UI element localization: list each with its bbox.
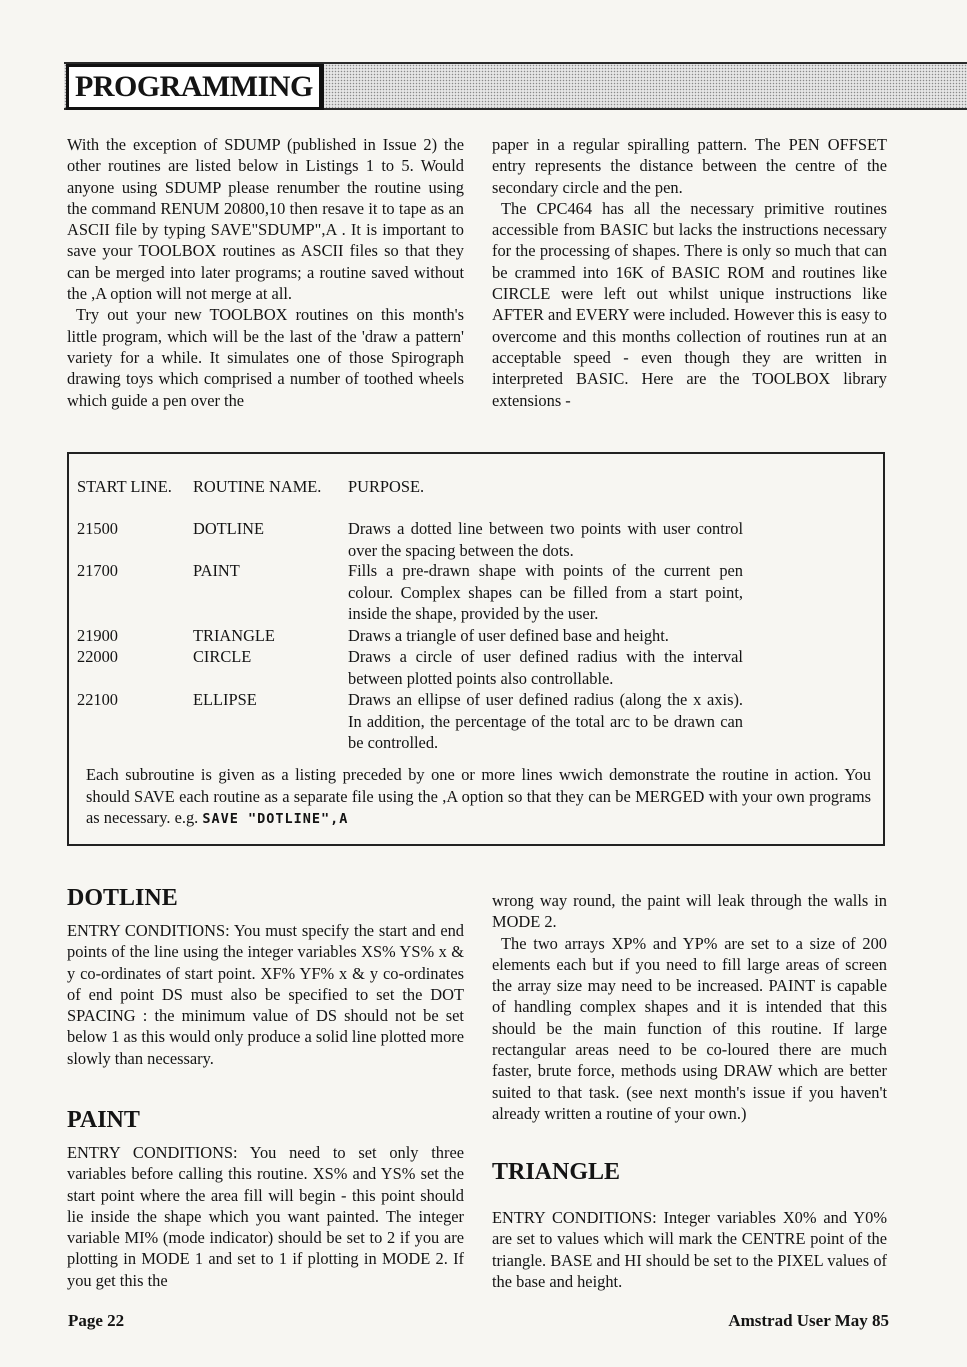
paint-heading: PAINT [67, 1107, 140, 1133]
table-cell-name: TRIANGLE [193, 626, 275, 645]
table-note-text: Each subroutine is given as a listing preceded by one or more lines wwich demonstrate the routine in action. You should SAVE each routine as a separate file using the ,A option so that they can be MERGED with your own programs as necessary. e.g. [86, 765, 871, 827]
dotline-body: ENTRY CONDITIONS: You must specify the start and end points of the line using the integer variables XS% YS% x & y co-ordinates of start point. XF% YF% x & y co-ordinates of end point DS must also be specified to set the DOT SPACING : the minimum value of DS should not be set below 1 as this would only produce a solid line plotted more slowly than necessary. [67, 921, 464, 1068]
triangle-heading: TRIANGLE [492, 1159, 621, 1185]
table-cell-purpose: Draws a circle of user defined radius with the interval between plotted points also controllable. [348, 647, 743, 688]
table-note [86, 764, 871, 831]
table-cell-name: ELLIPSE [193, 690, 257, 709]
table-cell-purpose: Draws a dotted line between two points with user control over the spacing between the dots. [348, 519, 743, 560]
magazine-issue: Amstrad User May 85 [728, 1311, 889, 1330]
dotline-heading: DOTLINE [67, 885, 178, 911]
intro-paragraph: With the exception of SDUMP (published in Issue 2) the other routines are listed below in Listings 1 to 5. Would anyone using SDUMP please renumber the routine using the command RENUM 20800,10 then resave it to tape as an ASCII file by typing SAVE"SDUMP",A . It is important to save your TOOLBOX routines as ASCII files so that they can be merged into later programs; a routine saved without the ,A option will not merge at all. [67, 135, 464, 304]
intro-column-left [67, 134, 464, 411]
intro-paragraph: Try out your new TOOLBOX routines on this month's little program, which will be the last of the 'draw a pattern' variety for a while. It simulates one of those Spirograph drawing toys which comprised a number of toothed wheels which guide a pen over the [67, 305, 464, 410]
table-cell-name: CIRCLE [193, 647, 252, 666]
triangle-section [492, 1158, 887, 1292]
table-cell-purpose: Fills a pre-drawn shape with points of the current pen colour. Complex shapes can be filled from a start point, inside the shape, provided by the user. [348, 561, 743, 623]
table-header-purpose: PURPOSE. [348, 477, 425, 496]
table-cell-line: 22100 [77, 690, 118, 709]
table-header-routine-name: ROUTINE NAME. [193, 477, 322, 496]
table-note-code: SAVE "DOTLINE",A [202, 811, 349, 827]
table-header-start-line: START LINE. [77, 477, 172, 496]
intro-column-right [492, 134, 887, 411]
table-cell-name: PAINT [193, 561, 240, 580]
table-cell-line: 21900 [77, 626, 118, 645]
routine-table-box [67, 452, 885, 846]
paint-cont-paragraph: wrong way round, the paint will leak through the walls in MODE 2. [492, 891, 887, 932]
table-cell-purpose: Draws a triangle of user defined base and height. [348, 626, 669, 645]
intro-paragraph: paper in a regular spiralling pattern. The PEN OFFSET entry represents the distance between the centre of the secondary circle and the pen. [492, 135, 887, 197]
paint-section [67, 1106, 464, 1291]
section-title: PROGRAMMING [66, 64, 324, 110]
table-cell-line: 21500 [77, 519, 118, 538]
paint-body: ENTRY CONDITIONS: You need to set only three variables before calling this routine. XS% and YS% set the start point where the area fill will begin - this point should lie inside the shape which you want painted. The integer variable MI% (mode indicator) should be set to 2 if you are plotting in MODE 1 and set to 1 if plotting in MODE 2. If you get this the [67, 1143, 464, 1290]
paint-cont-paragraph: The two arrays XP% and YP% are set to a size of 200 elements each but if you need to fill large areas of screen the array size may need to be increased. PAINT is capable of handling complex shapes and it is intended that this should be the main function of this routine. If large rectangular areas need to be co-loured there are much faster, brute force, methods using DRAW which are better suited to that task. (see next month's issue if you haven't already written a routine of your own.) [492, 933, 887, 1123]
table-cell-name: DOTLINE [193, 519, 265, 538]
intro-paragraph: The CPC464 has all the necessary primitive routines accessible from BASIC but lacks the instructions necessary for the processing of shapes. There is only so much that can be crammed into 16K of BASIC ROM and routines like CIRCLE were left out whilst unique instructions like AFTER and EVERY were included. However this is easy to overcome and this months collection of routines run at an acceptable speed - even though they are written in interpreted BASIC. Here are the TOOLBOX library extensions - [492, 198, 887, 410]
triangle-body: ENTRY CONDITIONS: Integer variables X0% and Y0% are set to values which will mark the CENTRE point of the triangle. BASE and HI should be set to the PIXEL values of the base and height. [492, 1208, 887, 1291]
table-cell-purpose: Draws an ellipse of user defined radius (along the x axis). In addition, the percentage of the total arc to be drawn can be controlled. [348, 690, 743, 752]
table-cell-line: 21700 [77, 561, 118, 580]
dotline-section [67, 884, 464, 1069]
page-number: Page 22 [68, 1311, 125, 1330]
paint-continued [492, 890, 887, 1124]
table-cell-line: 22000 [77, 647, 118, 666]
